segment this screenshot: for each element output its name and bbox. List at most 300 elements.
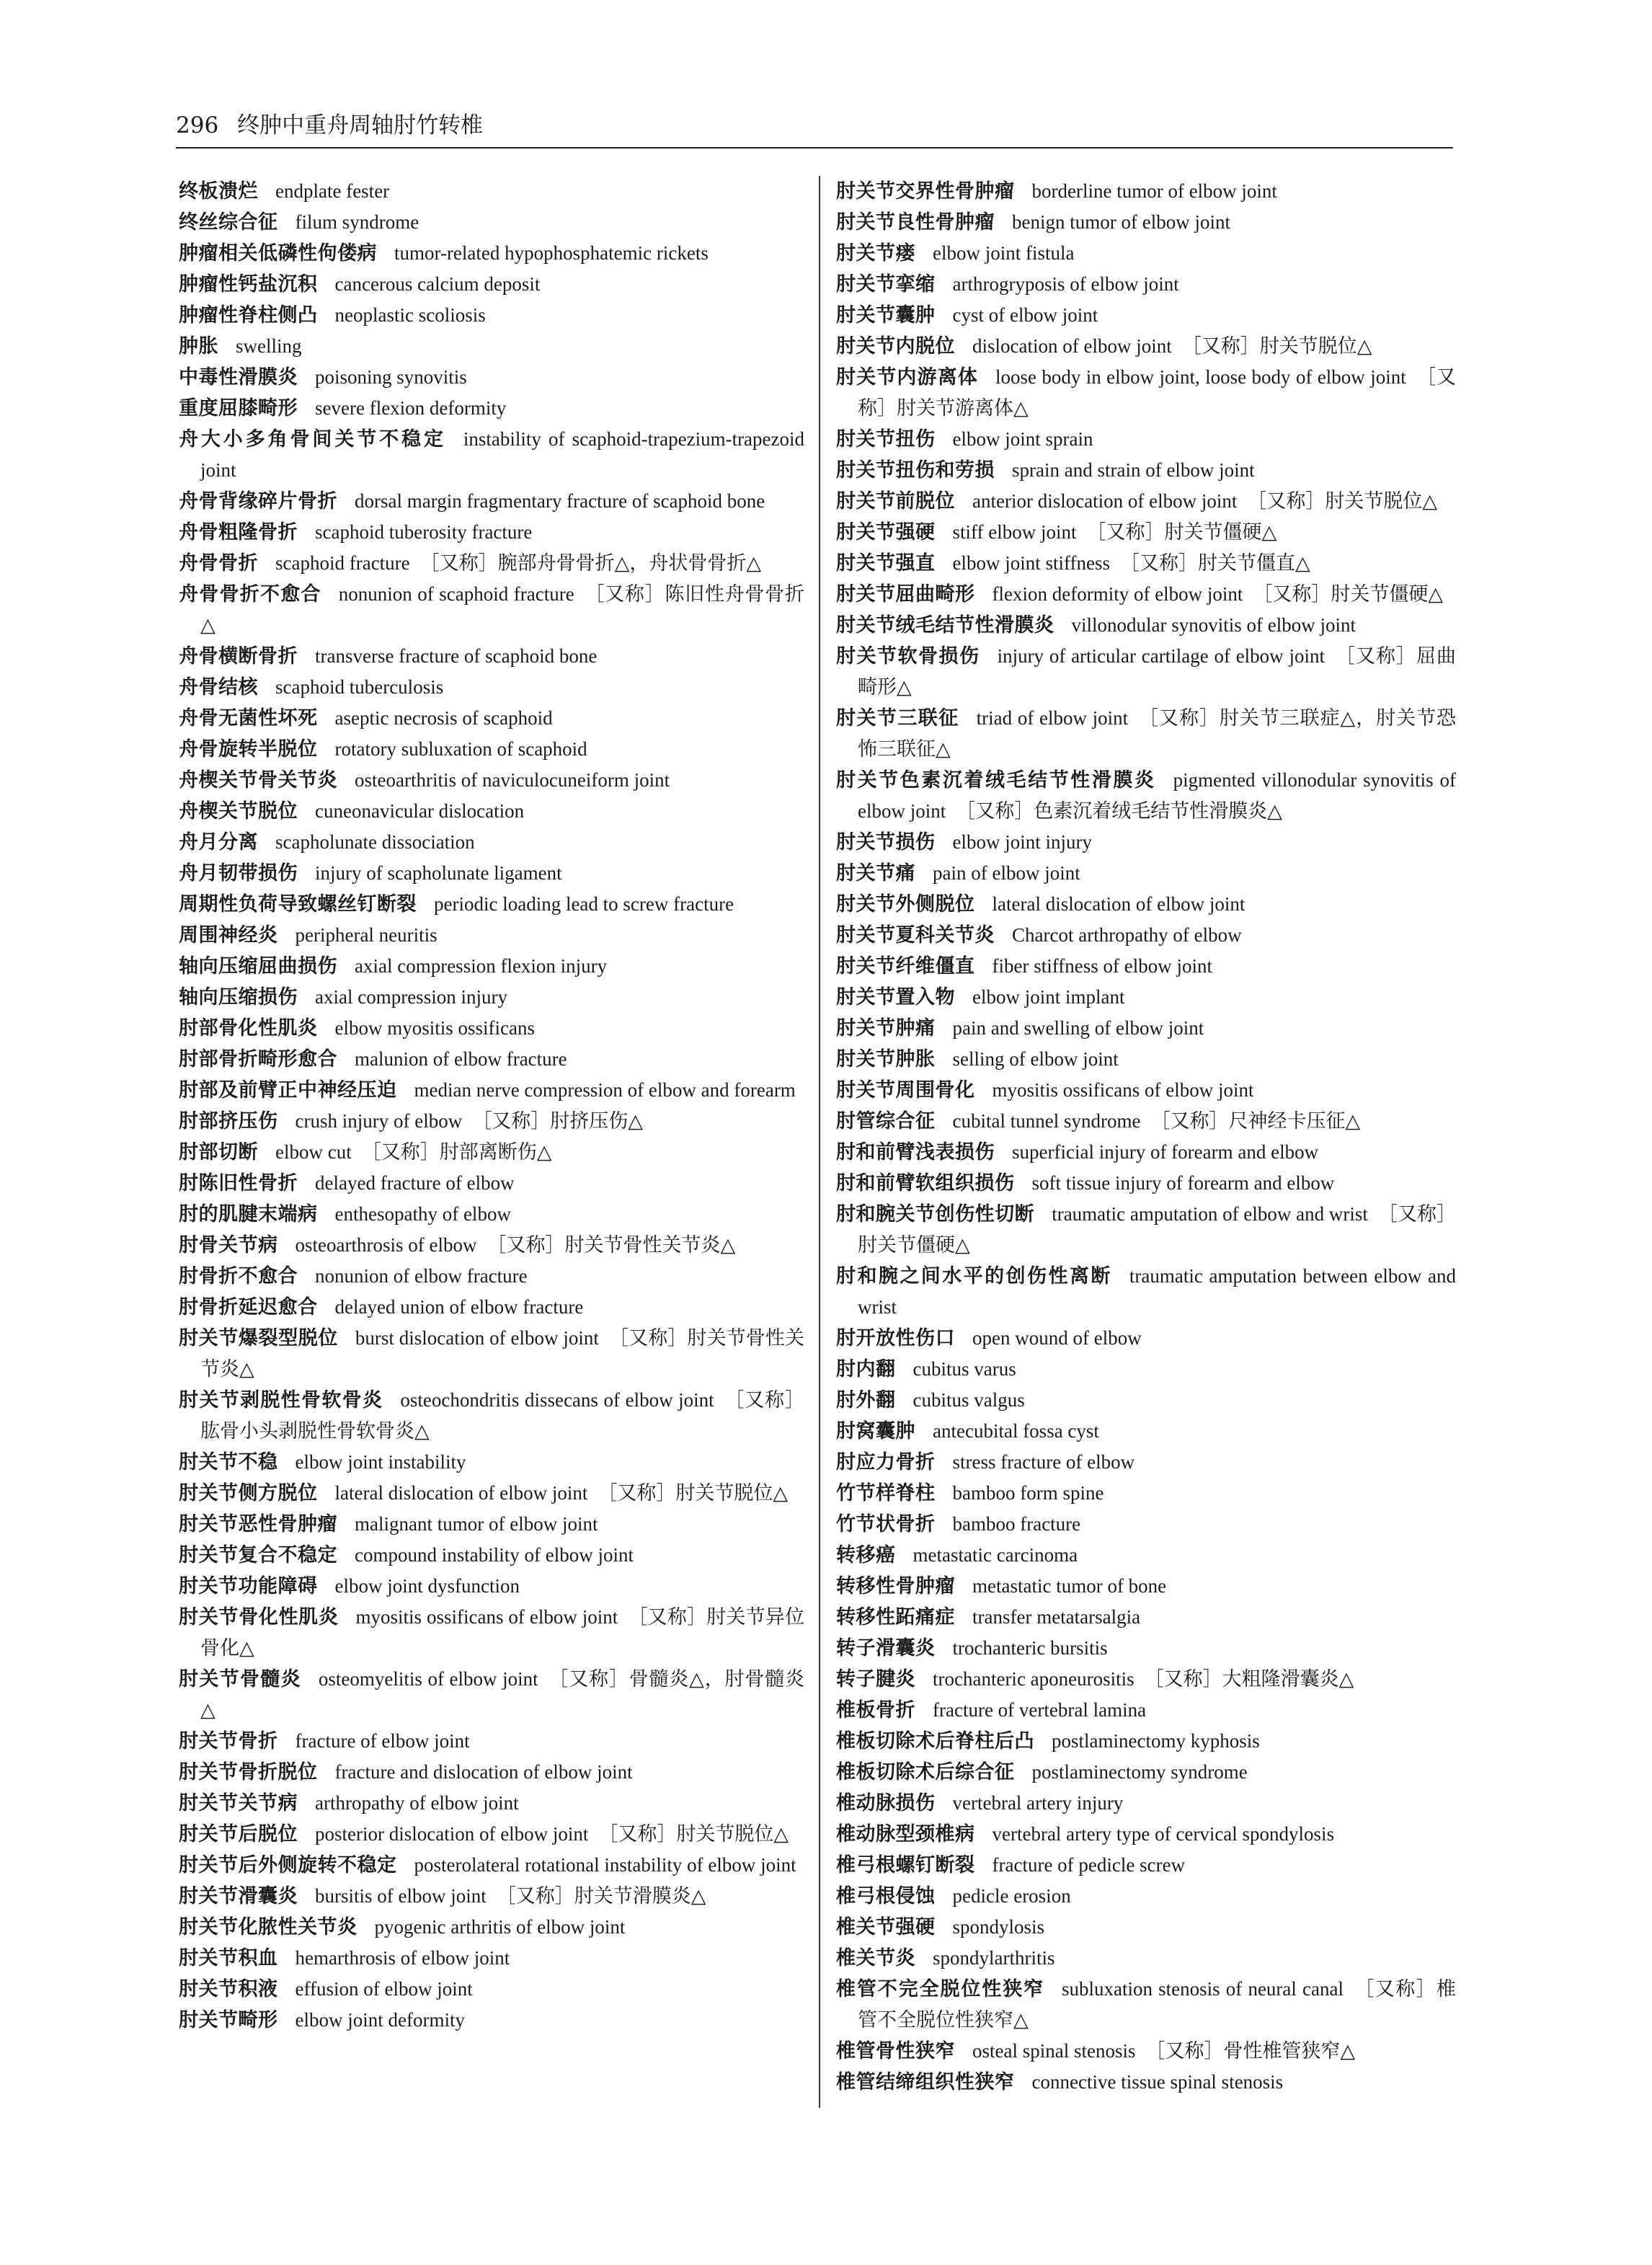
term-chinese: 肘的肌腱末端病 [179, 1203, 318, 1225]
dictionary-entry [836, 300, 1456, 331]
term-english: cubitus valgus [912, 1389, 1025, 1411]
term-chinese: 肘关节损伤 [836, 831, 936, 854]
term-chinese: 肘关节骨髓炎 [179, 1668, 301, 1690]
term-english: bamboo form spine [952, 1482, 1104, 1504]
term-english: postlaminectomy syndrome [1031, 1761, 1248, 1783]
term-english: pigmented villonodular synovitis of elbow joint [858, 769, 1457, 822]
term-english: osteoarthritis of naviculocuneiform joint [355, 769, 670, 791]
dictionary-entry [179, 1137, 804, 1168]
term-chinese: 肿瘤性钙盐沉积 [179, 273, 318, 296]
dictionary-entry [179, 920, 804, 951]
term-chinese: 舟骨结核 [179, 676, 258, 699]
term-english: instability of scaphoid-trapezium-trapezoid joint [200, 428, 805, 481]
dictionary-entry [836, 548, 1456, 579]
term-english: fracture of vertebral lamina [933, 1699, 1147, 1721]
term-english: axial compression flexion injury [355, 955, 608, 977]
term-english: bamboo fracture [952, 1513, 1081, 1535]
term-english: hemarthrosis of elbow joint [295, 1947, 510, 1969]
term-synonym: ［又称］色素沉着绒毛结节性滑膜炎△ [956, 800, 1283, 822]
dictionary-entry [179, 300, 804, 331]
term-synonym: ［又称］肘关节僵硬△ [1086, 521, 1277, 543]
term-chinese: 舟大小多角骨间关节不稳定 [179, 428, 446, 451]
term-chinese: 肘关节肿胀 [836, 1048, 936, 1071]
dictionary-entry [179, 1881, 804, 1912]
term-chinese: 肘关节肿痛 [836, 1017, 936, 1040]
term-synonym: ［又称］肘部离断伤△ [361, 1141, 552, 1163]
term-chinese: 肘关节屈曲畸形 [836, 583, 975, 606]
dictionary-entry [836, 455, 1456, 486]
term-english: sprain and strain of elbow joint [1012, 459, 1255, 481]
term-chinese: 转移癌 [836, 1544, 896, 1566]
term-chinese: 肘应力骨折 [836, 1451, 936, 1473]
dictionary-entry [836, 858, 1456, 889]
term-english: median nerve compression of elbow and forearm [414, 1079, 796, 1101]
term-chinese: 肘关节积液 [179, 1978, 278, 2000]
dictionary-entry [836, 703, 1456, 765]
term-english: aseptic necrosis of scaphoid [334, 707, 553, 729]
dictionary-entry [179, 1292, 804, 1323]
term-chinese: 转移性骨肿瘤 [836, 1575, 955, 1597]
term-english: bursitis of elbow joint [315, 1885, 487, 1907]
term-chinese: 终丝综合征 [179, 211, 278, 234]
term-english: fracture of elbow joint [295, 1730, 470, 1752]
term-chinese: 肘关节畸形 [179, 2009, 278, 2031]
dictionary-entry [836, 1540, 1456, 1571]
dictionary-entry [836, 1416, 1456, 1447]
dictionary-entry [836, 1850, 1456, 1881]
term-chinese: 肘部骨折畸形愈合 [179, 1048, 337, 1071]
dictionary-entry [836, 2067, 1456, 2098]
dictionary-entry [179, 1385, 804, 1447]
term-synonym: ［又称］肘关节僵硬△ [1253, 583, 1444, 605]
term-chinese: 肘陈旧性骨折 [179, 1172, 298, 1194]
term-synonym: ［又称］肱骨小头剥脱性骨软骨炎△ [200, 1389, 805, 1442]
term-chinese: 肘内翻 [836, 1358, 896, 1380]
dictionary-entry [836, 1912, 1456, 1943]
term-english: effusion of elbow joint [295, 1978, 473, 2000]
dictionary-entry [179, 362, 804, 393]
term-chinese: 肘关节滑囊炎 [179, 1885, 298, 1907]
dictionary-entry [836, 579, 1456, 610]
dictionary-entry [179, 1912, 804, 1943]
term-chinese: 舟骨骨折不愈合 [179, 583, 321, 606]
dictionary-entry [179, 207, 804, 238]
term-chinese: 肘关节后外侧旋转不稳定 [179, 1854, 397, 1876]
term-english: osteochondritis dissecans of elbow joint [400, 1389, 714, 1411]
term-synonym: ［又称］陈旧性舟骨骨折△ [200, 583, 805, 636]
term-english: soft tissue injury of forearm and elbow [1031, 1172, 1335, 1194]
dictionary-entry [179, 1044, 804, 1075]
term-english: injury of scapholunate ligament [315, 862, 562, 884]
term-chinese: 舟骨背缘碎片骨折 [179, 490, 337, 513]
dictionary-entry [836, 1385, 1456, 1416]
term-english: scapholunate dissociation [275, 831, 475, 853]
term-english: cuneonavicular dislocation [315, 800, 525, 822]
term-chinese: 肘关节交界性骨肿瘤 [836, 180, 1015, 203]
dictionary-entry [179, 672, 804, 703]
term-english: selling of elbow joint [952, 1048, 1119, 1070]
dictionary-entry [836, 765, 1456, 827]
dictionary-entry [836, 1757, 1456, 1788]
term-synonym: ［又称］肘关节游离体△ [858, 366, 1456, 419]
term-english: spondylosis [952, 1916, 1045, 1938]
dictionary-entry [179, 1726, 804, 1757]
term-english: transfer metatarsalgia [972, 1606, 1141, 1628]
term-chinese: 肘窝囊肿 [836, 1420, 915, 1442]
dictionary-entry [179, 1323, 804, 1385]
term-english: stress fracture of elbow [952, 1451, 1135, 1473]
term-english: arthrogryposis of elbow joint [952, 273, 1179, 295]
term-synonym: ［又称］肘关节滑膜炎△ [496, 1885, 706, 1907]
term-synonym: ［又称］肘关节骨性关节炎△ [487, 1234, 736, 1256]
term-chinese: 肘骨折延迟愈合 [179, 1296, 318, 1318]
term-chinese: 肘关节复合不稳定 [179, 1544, 337, 1566]
term-english: malignant tumor of elbow joint [355, 1513, 598, 1535]
term-english: postlaminectomy kyphosis [1052, 1730, 1260, 1752]
term-english: elbow joint instability [295, 1451, 466, 1473]
dictionary-entry [179, 827, 804, 858]
dictionary-entry [836, 889, 1456, 920]
dictionary-entry [836, 238, 1456, 269]
term-chinese: 肘关节关节病 [179, 1792, 298, 1814]
term-chinese: 肿胀 [179, 335, 218, 358]
term-english: elbow joint implant [972, 986, 1125, 1008]
term-english: trochanteric aponeurositis [933, 1668, 1134, 1690]
term-chinese: 周期性负荷导致螺丝钉断裂 [179, 893, 417, 916]
dictionary-entry [179, 517, 804, 548]
term-english: open wound of elbow [972, 1327, 1142, 1349]
term-chinese: 肘关节周围骨化 [836, 1079, 975, 1102]
term-chinese: 转移性跖痛症 [836, 1606, 955, 1628]
dictionary-entry [836, 1199, 1456, 1261]
term-chinese: 肘关节恶性骨肿瘤 [179, 1513, 337, 1535]
term-english: arthropathy of elbow joint [315, 1792, 519, 1814]
term-chinese: 肘关节瘘 [836, 242, 915, 265]
term-synonym: ［又称］肘关节异位骨化△ [200, 1606, 805, 1659]
term-chinese: 肘骨关节病 [179, 1234, 278, 1256]
term-synonym: ［又称］骨髓炎△，肘骨髓炎△ [200, 1668, 805, 1721]
term-synonym: ［又称］肘关节三联症△，肘关节恐怖三联征△ [858, 707, 1457, 760]
dictionary-entry [836, 1044, 1456, 1075]
dictionary-entry [179, 1013, 804, 1044]
dictionary-entry [836, 1447, 1456, 1478]
term-english: elbow joint fistula [933, 242, 1075, 264]
dictionary-entry [836, 1602, 1456, 1633]
term-synonym: ［又称］屈曲畸形△ [858, 645, 1457, 698]
dictionary-entry [836, 2036, 1456, 2067]
term-synonym: ［又称］肘关节僵直△ [1120, 552, 1310, 574]
dictionary-entry [836, 1478, 1456, 1509]
term-english: flexion deformity of elbow joint [992, 583, 1243, 605]
term-chinese: 肘部及前臂正中神经压迫 [179, 1079, 397, 1102]
term-chinese: 肘关节侧方脱位 [179, 1482, 318, 1504]
dictionary-entry [179, 1509, 804, 1540]
page-number: 296 [176, 112, 219, 138]
dictionary-entry [836, 269, 1456, 300]
term-english: trochanteric bursitis [952, 1637, 1108, 1659]
term-chinese: 舟骨横断骨折 [179, 645, 298, 668]
dictionary-entry [836, 1664, 1456, 1695]
dictionary-entry [179, 176, 804, 207]
term-chinese: 肘和前臂软组织损伤 [836, 1172, 1015, 1194]
term-english: triad of elbow joint [976, 707, 1129, 729]
dictionary-entry [836, 920, 1456, 951]
term-chinese: 轴向压缩损伤 [179, 986, 298, 1009]
term-chinese: 椎板骨折 [836, 1699, 915, 1721]
term-english: elbow joint injury [952, 831, 1092, 853]
term-english: enthesopathy of elbow [334, 1203, 511, 1225]
dictionary-entry [836, 1881, 1456, 1912]
term-english: endplate fester [275, 180, 390, 202]
term-english: cancerous calcium deposit [334, 273, 541, 295]
term-english: elbow joint stiffness [952, 552, 1110, 574]
term-english: axial compression injury [315, 986, 507, 1008]
term-chinese: 肘关节不稳 [179, 1451, 278, 1473]
term-chinese: 椎动脉型颈椎病 [836, 1823, 975, 1845]
term-chinese: 肘骨折不愈合 [179, 1265, 298, 1287]
dictionary-entry [836, 1137, 1456, 1168]
right-column [836, 176, 1456, 2098]
term-chinese: 肘部切断 [179, 1141, 258, 1163]
term-english: myositis ossificans of elbow joint [992, 1079, 1254, 1101]
term-chinese: 肘关节扭伤和劳损 [836, 459, 995, 482]
term-english: vertebral artery type of cervical spondylosis [992, 1823, 1335, 1845]
term-english: osteomyelitis of elbow joint [318, 1668, 538, 1690]
dictionary-entry [836, 1974, 1456, 2036]
dictionary-entry [836, 641, 1456, 703]
term-chinese: 椎板切除术后综合征 [836, 1761, 1015, 1783]
term-synonym: ［又称］肘关节僵硬△ [858, 1203, 1457, 1256]
term-english: nonunion of elbow fracture [315, 1265, 528, 1287]
dictionary-entry [836, 982, 1456, 1013]
dictionary-entry [836, 610, 1456, 641]
term-chinese: 重度屈膝畸形 [179, 397, 298, 420]
term-english: burst dislocation of elbow joint [355, 1327, 599, 1349]
term-chinese: 肘部骨化性肌炎 [179, 1017, 318, 1040]
term-chinese: 舟骨粗隆骨折 [179, 521, 298, 544]
dictionary-entry [836, 1571, 1456, 1602]
term-english: borderline tumor of elbow joint [1031, 180, 1277, 202]
dictionary-entry [179, 1850, 804, 1881]
dictionary-entry [179, 548, 804, 579]
term-chinese: 椎弓根螺钉断裂 [836, 1854, 975, 1876]
term-synonym: ［又称］肘挤压伤△ [472, 1110, 643, 1132]
term-chinese: 椎动脉损伤 [836, 1792, 936, 1814]
term-english: spondylarthritis [933, 1947, 1055, 1969]
term-chinese: 舟骨骨折 [179, 552, 258, 575]
term-chinese: 肘关节纤维僵直 [836, 955, 975, 978]
term-english: rotatory subluxation of scaphoid [334, 738, 587, 760]
term-chinese: 轴向压缩屈曲损伤 [179, 955, 337, 978]
term-chinese: 肘关节痛 [836, 862, 915, 885]
term-chinese: 肘和前臂浅表损伤 [836, 1141, 995, 1163]
dictionary-entry [179, 1075, 804, 1106]
dictionary-entry [836, 1509, 1456, 1540]
header-title: 终肿中重舟周轴肘竹转椎 [237, 112, 484, 138]
dictionary-entry [179, 424, 804, 486]
term-chinese: 肘关节外侧脱位 [836, 893, 975, 916]
dictionary-entry [179, 982, 804, 1013]
term-chinese: 肘关节后脱位 [179, 1823, 298, 1845]
term-chinese: 肘关节骨化性肌炎 [179, 1606, 339, 1628]
term-english: dorsal margin fragmentary fracture of scaphoid bone [355, 490, 765, 512]
term-english: stiff elbow joint [952, 521, 1077, 543]
term-english: filum syndrome [295, 211, 419, 233]
term-english: nonunion of scaphoid fracture [338, 583, 574, 605]
term-english: peripheral neuritis [295, 924, 438, 946]
dictionary-entry [179, 1664, 804, 1726]
left-column [179, 176, 804, 2036]
term-chinese: 竹节状骨折 [836, 1513, 936, 1535]
term-chinese: 椎板切除术后脊柱后凸 [836, 1730, 1034, 1752]
term-chinese: 肘和腕关节创伤性切断 [836, 1203, 1035, 1225]
term-chinese: 肘关节挛缩 [836, 273, 936, 296]
term-chinese: 肘关节骨折 [179, 1730, 278, 1752]
dictionary-entry [836, 486, 1456, 517]
dictionary-entry [179, 765, 804, 796]
dictionary-entry [179, 1974, 804, 2005]
term-chinese: 肘开放性伤口 [836, 1327, 955, 1349]
dictionary-entry [179, 951, 804, 982]
term-synonym: ［又称］肘关节脱位△ [598, 1823, 789, 1845]
term-english: loose body in elbow joint, loose body of elbow joint [995, 366, 1406, 388]
dictionary-entry [836, 951, 1456, 982]
dictionary-entry [179, 641, 804, 672]
term-chinese: 肘关节功能障碍 [179, 1575, 318, 1597]
term-chinese: 肘关节置入物 [836, 986, 955, 1009]
term-chinese: 肘关节内游离体 [836, 366, 978, 389]
term-english: vertebral artery injury [952, 1792, 1124, 1814]
dictionary-entry [179, 1199, 804, 1230]
term-english: elbow joint dysfunction [334, 1575, 520, 1597]
dictionary-entry [179, 889, 804, 920]
dictionary-entry [836, 517, 1456, 548]
term-chinese: 肘关节强硬 [836, 521, 936, 544]
dictionary-entry [179, 796, 804, 827]
term-english: Charcot arthropathy of elbow [1012, 924, 1242, 946]
term-chinese: 肘关节软骨损伤 [836, 645, 980, 668]
dictionary-entry [179, 858, 804, 889]
term-synonym: ［又称］尺神经卡压征△ [1150, 1110, 1361, 1132]
term-chinese: 中毒性滑膜炎 [179, 366, 298, 389]
term-english: injury of articular cartilage of elbow joint [997, 645, 1325, 667]
term-english: compound instability of elbow joint [355, 1544, 634, 1566]
term-english: neoplastic scoliosis [334, 304, 486, 326]
term-chinese: 肘关节骨折脱位 [179, 1761, 318, 1783]
term-chinese: 肘关节前脱位 [836, 490, 955, 513]
dictionary-entry [179, 1757, 804, 1788]
dictionary-entry [179, 1602, 804, 1664]
dictionary-entry [836, 1106, 1456, 1137]
term-synonym: ［又称］腕部舟骨骨折△，舟状骨骨折△ [419, 552, 762, 574]
term-chinese: 椎管骨性狭窄 [836, 2040, 955, 2062]
dictionary-entry [179, 1261, 804, 1292]
term-english: myositis ossificans of elbow joint [355, 1606, 618, 1628]
term-chinese: 椎关节炎 [836, 1947, 915, 1969]
term-chinese: 肘和腕之间水平的创伤性离断 [836, 1265, 1112, 1287]
term-english: transverse fracture of scaphoid bone [315, 645, 598, 667]
dictionary-entry [179, 269, 804, 300]
term-synonym: ［又称］大粗隆滑囊炎△ [1144, 1668, 1354, 1690]
term-chinese: 肘部挤压伤 [179, 1110, 278, 1132]
header-rule [176, 147, 1453, 149]
term-chinese: 终板溃烂 [179, 180, 258, 203]
dictionary-entry [836, 1726, 1456, 1757]
dictionary-entry [836, 827, 1456, 858]
dictionary-entry [836, 176, 1456, 207]
dictionary-entry [836, 1168, 1456, 1199]
dictionary-entry [179, 1819, 804, 1850]
term-english: osteal spinal stenosis [972, 2040, 1136, 2062]
term-synonym: ［又称］肘关节脱位△ [1247, 490, 1438, 512]
dictionary-entry [179, 238, 804, 269]
term-chinese: 肘外翻 [836, 1389, 896, 1411]
dictionary-entry [836, 1261, 1456, 1323]
term-english: fiber stiffness of elbow joint [992, 955, 1212, 977]
term-chinese: 椎管结缔组织性狭窄 [836, 2071, 1015, 2093]
term-english: scaphoid tuberculosis [275, 676, 444, 698]
term-synonym: ［又称］肘关节脱位△ [1181, 335, 1372, 357]
term-chinese: 舟月分离 [179, 831, 258, 854]
term-english: elbow cut [275, 1141, 352, 1163]
term-english: delayed fracture of elbow [315, 1172, 515, 1194]
term-english: lateral dislocation of elbow joint [992, 893, 1245, 915]
term-synonym: ［又称］椎管不全脱位性狭窄△ [858, 1978, 1457, 2031]
term-english: superficial injury of forearm and elbow [1012, 1141, 1319, 1163]
dictionary-entry [179, 1106, 804, 1137]
term-english: posterior dislocation of elbow joint [315, 1823, 589, 1845]
term-synonym: ［又称］肘关节骨性关节炎△ [200, 1327, 804, 1380]
dictionary-entry [836, 1633, 1456, 1664]
term-english: crush injury of elbow [295, 1110, 463, 1132]
column-divider [819, 176, 820, 2108]
term-english: posterolateral rotational instability of elbow joint [414, 1854, 796, 1876]
term-chinese: 椎弓根侵蚀 [836, 1885, 936, 1907]
term-chinese: 肘关节扭伤 [836, 428, 936, 451]
term-english: delayed union of elbow fracture [334, 1296, 584, 1318]
term-english: osteoarthrosis of elbow [295, 1234, 477, 1256]
dictionary-entry [836, 1788, 1456, 1819]
term-chinese: 肘关节三联征 [836, 707, 959, 730]
term-chinese: 肘关节绒毛结节性滑膜炎 [836, 614, 1054, 637]
term-english: elbow myositis ossificans [334, 1017, 535, 1039]
term-chinese: 椎关节强硬 [836, 1916, 936, 1938]
term-chinese: 肘关节夏科关节炎 [836, 924, 995, 947]
dictionary-entry [836, 331, 1456, 362]
term-english: fracture and dislocation of elbow joint [334, 1761, 633, 1783]
term-english: tumor-related hypophosphatemic rickets [394, 242, 709, 264]
term-english: elbow joint sprain [952, 428, 1093, 450]
term-english: dislocation of elbow joint [972, 335, 1172, 357]
term-chinese: 肿瘤相关低磷性佝偻病 [179, 242, 377, 265]
term-chinese: 肘关节爆裂型脱位 [179, 1327, 338, 1349]
term-english: traumatic amputation between elbow and wrist [858, 1265, 1457, 1318]
dictionary-entry [179, 703, 804, 734]
dictionary-entry [836, 1943, 1456, 1974]
dictionary-entry [179, 1571, 804, 1602]
term-chinese: 肘关节积血 [179, 1947, 278, 1969]
dictionary-entry [179, 1788, 804, 1819]
term-english: poisoning synovitis [315, 366, 467, 388]
term-chinese: 肿瘤性脊柱侧凸 [179, 304, 318, 327]
term-english: pain and swelling of elbow joint [952, 1017, 1204, 1039]
term-english: metastatic carcinoma [912, 1544, 1078, 1566]
dictionary-entry [836, 1354, 1456, 1385]
term-chinese: 舟骨旋转半脱位 [179, 738, 318, 761]
term-english: lateral dislocation of elbow joint [334, 1482, 588, 1504]
term-chinese: 肘关节内脱位 [836, 335, 955, 358]
term-chinese: 肘关节剥脱性骨软骨炎 [179, 1389, 383, 1411]
